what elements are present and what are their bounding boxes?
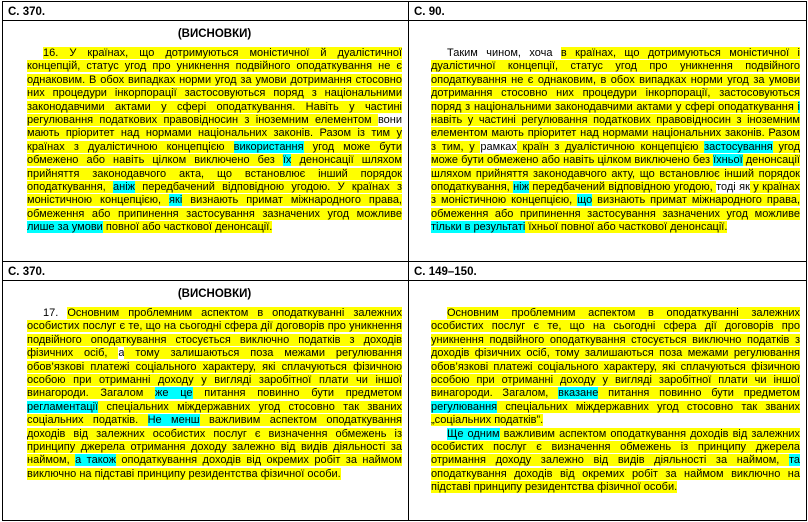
changed-phrase: же це xyxy=(155,387,193,400)
matched-text: денонсації шляхом прийняття законодавчого акта, що встановлює інший порядок оподаткування, xyxy=(27,154,402,194)
text-segment: 17. xyxy=(43,307,68,319)
matched-text: у країнах з моністичною концепцією, xyxy=(431,181,800,207)
matched-text: навіть у частині регулювання податкових правовідносин з іноземним елементом мають пріоритет над нормами національних законів. Разом з тим, у xyxy=(431,114,800,153)
section-heading: (ВИСНОВКИ) xyxy=(177,288,252,300)
table-row xyxy=(3,2,807,21)
text-segment: вони xyxy=(377,114,402,127)
right-paragraph xyxy=(431,47,800,235)
matched-text: оподаткування доходів від окремих робіт за наймом виключно на підставі принципу резидентства фізичної особи. xyxy=(27,454,402,480)
matched-text: повної або часткової денонсації. xyxy=(102,221,273,234)
matched-text: оподаткування доходів від окремих робіт за наймом виключно на підставі принципу резидентства фізичної особи. xyxy=(431,467,800,494)
matched-text: в країнах, що дотримуються моністичної і дуалістичної концепції, статус угод про уникнення подвійного оподаткування не є однаковим, в обох випадках норми угод за умови дотримання стосовно них процедури інкорпорації, застосовуються поряд з національними законодавчими актами у сфері оподаткування xyxy=(431,47,800,113)
table-row xyxy=(3,281,807,521)
text-segment: рамках xyxy=(480,140,517,153)
comparison-table xyxy=(2,1,807,521)
changed-phrase: їхньої xyxy=(713,154,743,167)
changed-phrase: лише за умови xyxy=(27,221,103,234)
section-heading: (ВИСНОВКИ) xyxy=(177,28,252,40)
changed-phrase: ніж xyxy=(513,181,529,194)
paragraph xyxy=(431,428,800,495)
left-paragraph xyxy=(27,47,402,235)
matched-text: питання повинно бути предметом xyxy=(598,387,800,400)
left-paragraph xyxy=(27,307,402,481)
changed-phrase: тільки в результаті xyxy=(431,221,526,234)
left-page-ref: С. 370. xyxy=(3,262,409,281)
changed-phrase: регулювання xyxy=(431,400,498,413)
left-page-ref: С. 370. xyxy=(3,2,409,21)
matched-text: їхньої повної або часткової денонсації. xyxy=(525,221,728,234)
left-cell xyxy=(3,21,409,262)
matched-text: мають пріоритет над нормами національних законів. Разом із тим у країнах з дуалістичною концепцією xyxy=(27,127,402,153)
changed-phrase: застосування xyxy=(704,140,773,153)
matched-text: країн з дуалістичною концепцією xyxy=(516,140,705,153)
matched-text: важливим аспектом оподаткування доходів від залежних особистих послуг є визначення обмежень із принципу джерела отримання доходу залежно від видів діяльності за наймом, xyxy=(27,414,402,467)
matched-text: спеціальних міждержавних угод стосовно так званих соціальних податків. xyxy=(27,400,402,427)
matched-text: угод може бути обмежено або навіть цілком виключено без xyxy=(27,140,402,167)
matched-text: денонсації шляхом прийняття законодавчого акту, що встановлює інший порядок оподаткування, xyxy=(431,154,800,194)
changed-phrase: регламентації xyxy=(27,400,99,413)
text-segment: тоді як xyxy=(716,181,750,194)
table-row xyxy=(3,21,807,262)
matched-text: передбачений відповідною угодою, xyxy=(529,181,717,194)
matched-text: питання повинно бути предметом xyxy=(192,387,402,400)
changed-phrase: а також xyxy=(75,454,116,467)
matched-text: спеціальних міждержавних угод стосовно так званих „соціальних податків”. xyxy=(431,400,800,427)
matched-text: тому залишаються поза межами регулювання обов’язкові платежі соціального характеру, які сплачуються фізичною особою при отриманні доходу у вигляді заробітної плати чи іншої винагороди. Загалом xyxy=(27,347,402,400)
text-segment: а xyxy=(118,347,125,360)
right-page-ref: С. 149–150. xyxy=(409,262,807,281)
changed-phrase: Ще одним xyxy=(447,427,500,440)
matched-text: передбачений відповідною угодою. У країнах з моністичною концепцією, xyxy=(27,181,402,207)
right-page-ref: С. 90. xyxy=(409,2,807,21)
matched-text: Основним проблемним аспектом в оподаткуванні залежних особистих послуг є те, що на сьогодні сфера дії договорів про уникнення подвійного оподаткування стосується виключно податків з доходів фізичних осіб, xyxy=(27,307,402,360)
changed-phrase: та xyxy=(788,454,800,467)
left-cell xyxy=(3,281,409,521)
changed-phrase: які xyxy=(169,194,183,207)
changed-phrase: аніж xyxy=(113,181,135,194)
changed-phrase: вказане xyxy=(558,387,599,400)
changed-phrase: використання xyxy=(233,140,304,153)
text-segment: Таким чином, хоча xyxy=(447,47,561,59)
changed-phrase: їх xyxy=(282,154,292,167)
table-row xyxy=(3,262,807,281)
right-paragraph xyxy=(431,307,800,428)
matched-text: угод може бути обмежено або навіть цілком виключено без xyxy=(431,140,801,167)
changed-phrase: Не менш xyxy=(147,414,200,427)
changed-phrase: і xyxy=(797,100,800,113)
changed-phrase: що xyxy=(577,194,593,207)
matched-text: визнають примат міжнародного права, обмеження або припинення застосування зазначених угод можливе xyxy=(431,194,801,220)
matched-text: 16. У країнах, що дотримуються моністичної й дуалістичної концепцій, статус угод про уникнення подвійного оподаткування не є однаковим. В обох випадках норми угод за умови дотримання стосовно них процедури інкорпорації застосовуються поряд з національними законодавчими актами у сфері оподаткування. Навіть у частині регулювання податкових правовідносин з іноземним елементом xyxy=(27,47,402,127)
matched-text: визнають примат міжнародного права, обмеження або припинення застосування зазначених угод можливе xyxy=(27,194,402,220)
matched-text: Основним проблемним аспектом в оподаткуванні залежних особистих послуг є те, що на сьогодні сфера дії договорів про уникнення подвійного оподаткування стосується виключно податків з доходів фізичних осіб, тому залишаються поза межами регулювання обов’язкові платежі соціального характеру, які сплачуються фізичною особою при отриманні доходу у вигляді заробітної плати чи іншої винагороди. Загалом, xyxy=(431,307,800,400)
matched-text: важливим аспектом оподаткування доходів від залежних особистих послуг є визначення обмежень із принципу джерела отримання доходу залежно від видів діяльності за наймом, xyxy=(431,427,801,467)
right-cell xyxy=(409,281,807,521)
right-cell xyxy=(409,21,807,262)
